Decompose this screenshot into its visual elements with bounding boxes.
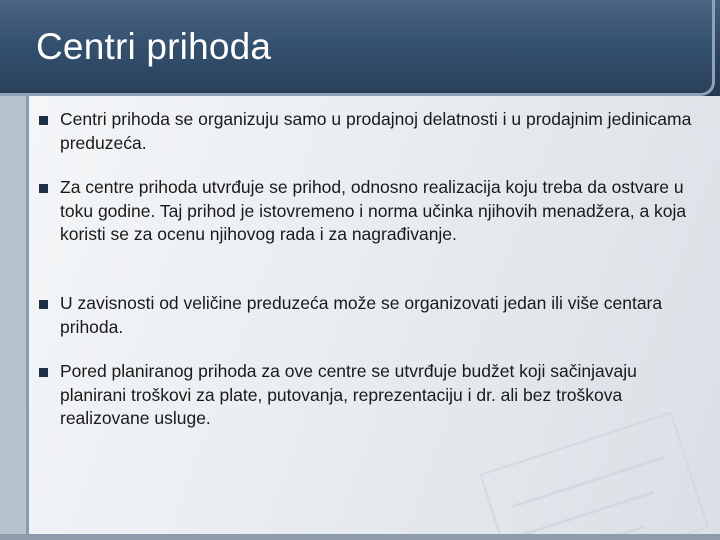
bottom-frame-edge	[0, 534, 720, 540]
title-bar-frame	[0, 0, 715, 96]
square-bullet-icon	[39, 116, 48, 125]
bullet-text: U zavisnosti od veličine preduzeća može se organizovati jedan ili više centara prihoda.	[60, 293, 663, 337]
bullet-text: Za centre prihoda utvrđuje se prihod, odnosno realizacija koju treba da ostvare u toku godine. Taj prihod je istovremeno i norma učinka njihovih menadžera, a koja koristi se za ocenu njihovog rada i za nagrađivanje.	[60, 177, 687, 244]
slide-body	[26, 96, 720, 540]
title-bar	[0, 0, 720, 96]
bullet-text: Centri prihoda se organizuju samo u prodajnoj delatnosti i u prodajnim jedinicama preduzeća.	[60, 109, 692, 153]
bullet-text: Pored planiranog prihoda za ove centre se utvrđuje budžet koji sačinjavaju planirani troškovi za plate, putovanja, reprezentaciju i dr. ali bez troškova realizovane usluge.	[60, 361, 637, 428]
slide-title: Centri prihoda	[36, 26, 272, 67]
square-bullet-icon	[39, 300, 48, 309]
square-bullet-icon	[39, 184, 48, 193]
square-bullet-icon	[39, 368, 48, 377]
